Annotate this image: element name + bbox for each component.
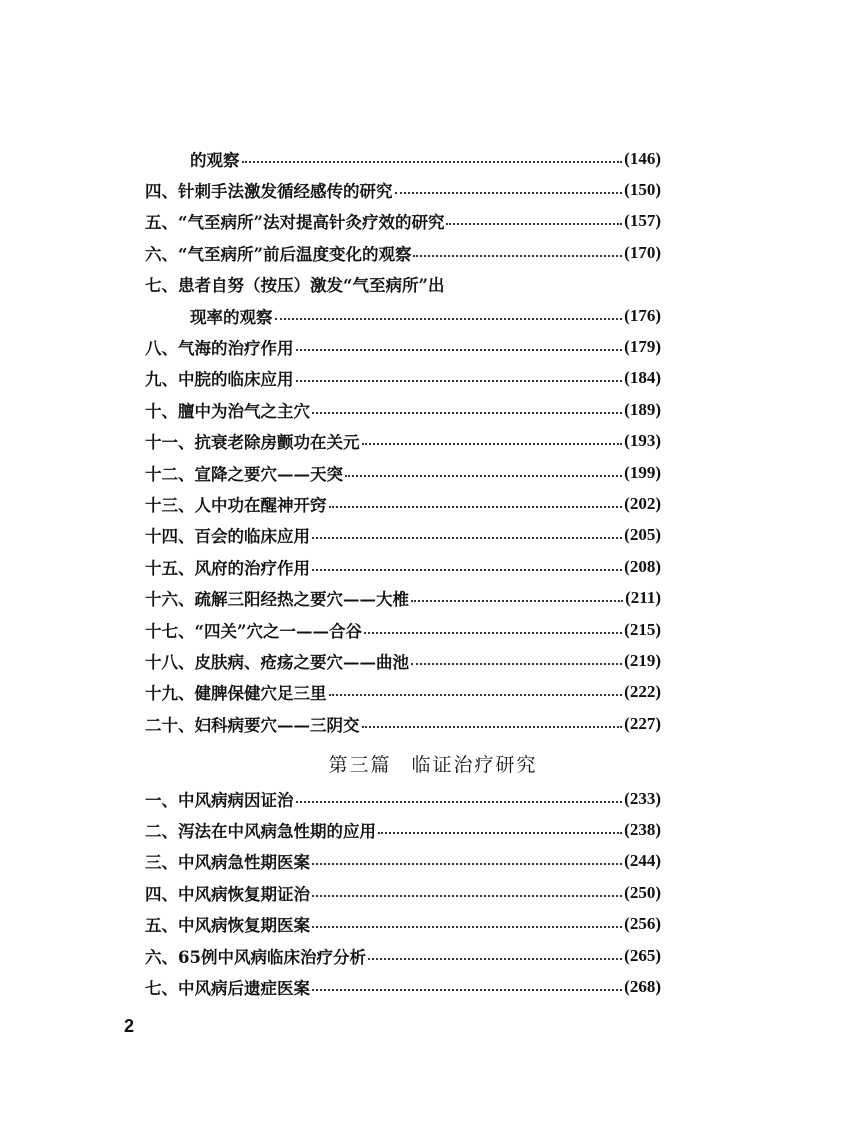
toc-entry-page: (150) [624,180,661,200]
toc-entry [145,971,661,1002]
toc-entry [145,300,661,331]
toc-entry [145,582,661,613]
toc-entry-title: 九、中脘的临床应用 [145,370,294,390]
toc-entry-page: (227) [624,713,661,733]
toc-entry [145,877,661,908]
toc-entry-page: (244) [624,851,661,871]
toc-entry-title: 四、针刺手法激发循经感传的研究 [145,182,393,202]
toc-entry-page: (170) [624,242,661,262]
toc-entry [145,783,661,814]
toc-entry-page: (176) [624,305,661,325]
toc-entry-title: 十五、风府的治疗作用 [145,558,310,578]
dot-leader [368,958,622,960]
toc-entry-title: 八、气海的治疗作用 [145,339,294,359]
dot-leader [312,989,622,991]
toc-entry [145,426,661,457]
section-heading [0,750,866,777]
toc-entry [145,206,661,237]
section-heading-title: 临证治疗研究 [411,754,538,776]
toc-entry [145,488,661,519]
toc-entry-title: 十一、抗衰老除房颤功在关元 [145,433,360,453]
toc-entry-page: (202) [624,493,661,513]
toc-entry-title: 十九、健脾保健穴足三里 [145,684,327,704]
toc-entry [145,143,661,174]
dot-leader [411,663,622,665]
toc-entry [145,814,661,845]
toc-entry-title: 二十、妇科病要穴——三阴交 [145,715,360,735]
dot-leader [296,349,623,351]
dot-leader [296,380,623,382]
toc-entry-title: 十八、皮肤病、疮疡之要穴——曲池 [145,652,409,672]
toc-entry-page: (219) [624,650,661,670]
toc-entry-page: (215) [624,619,661,639]
toc-entry-title: 十四、百会的临床应用 [145,527,310,547]
toc-entry-page: (250) [624,882,661,902]
toc-entry-page: (211) [625,588,661,608]
toc-entry [145,940,661,971]
dot-leader [413,255,622,257]
toc-entry-title: 六、65例中风病临床治疗分析 [145,947,366,967]
toc-entry-title: 十六、疏解三阳经热之要穴——大椎 [145,590,409,610]
dot-leader [242,161,623,163]
toc-entry-title: 七、中风病后遗症医案 [145,979,310,999]
dot-leader [312,863,622,865]
toc-entry [145,708,661,739]
toc-entry-page: (265) [624,945,661,965]
toc-entry-page: (268) [624,977,661,997]
dot-leader [329,506,623,508]
toc-entry [145,614,661,645]
toc-entry-page: (184) [624,368,661,388]
dot-leader [411,600,623,602]
toc-entry [145,363,661,394]
section-heading-part: 第三篇 [328,754,392,776]
toc-entry-title: 七、患者自努（按压）激发“气至病所”出 [145,276,445,296]
toc-entry [145,237,661,268]
toc-entry [145,846,661,877]
dot-leader [312,926,622,928]
toc-entry-page: (189) [624,399,661,419]
toc-entry-title: 十、膻中为治气之主穴 [145,401,310,421]
toc-entry-page: (179) [624,337,661,357]
toc-entry-title: 五、“气至病所”法对提高针灸疗效的研究 [145,213,445,233]
toc-entry [145,551,661,582]
toc-section-two-list [145,143,661,739]
toc-entry-page: (208) [624,556,661,576]
dot-leader [312,412,622,414]
dot-leader [378,832,622,834]
toc-entry [145,394,661,425]
toc-entry-page: (222) [624,682,661,702]
toc-entry-page: (233) [624,788,661,808]
dot-leader [275,318,623,320]
dot-leader [362,443,623,445]
dot-leader [364,632,622,634]
toc-entry [145,677,661,708]
toc-entry-title: 五、中风病恢复期医案 [145,916,310,936]
toc-entry-page: (256) [624,914,661,934]
toc-entry [145,520,661,551]
toc-entry-page: (157) [624,211,661,231]
toc-entry [145,457,661,488]
toc-entry-title: 十二、宣降之要穴——天突 [145,464,343,484]
dot-leader [312,569,622,571]
dot-leader [362,726,623,728]
toc-entry-title: 一、中风病病因证治 [145,790,294,810]
toc-section-three-list [145,783,661,1003]
toc-entry [145,909,661,940]
toc-entry-title: 二、泻法在中风病急性期的应用 [145,822,376,842]
toc-entry [145,174,661,205]
toc-entry-page: (146) [624,148,661,168]
toc-entry [145,331,661,362]
dot-leader [329,694,623,696]
dot-leader [395,192,623,194]
toc-entry-title: 现率的观察 [190,307,273,327]
toc-entry-page: (199) [624,462,661,482]
toc-entry-title: 的观察 [190,150,240,170]
dot-leader [345,475,622,477]
toc-entry [145,269,661,300]
toc-entry-page: (193) [624,431,661,451]
toc-entry [145,645,661,676]
toc-entry-title: 三、中风病急性期医案 [145,853,310,873]
dot-leader [446,223,622,225]
toc-entry-title: 十七、“四关”穴之一——合谷 [145,621,362,641]
toc-entry-page: (238) [624,820,661,840]
dot-leader [312,895,622,897]
toc-entry-page: (205) [624,525,661,545]
toc-entry-title: 十三、人中功在醒神开窍 [145,495,327,515]
dot-leader [312,537,622,539]
toc-entry-title: 六、“气至病所”前后温度变化的观察 [145,244,412,264]
page-number: 2 [124,1016,135,1036]
dot-leader [296,801,623,803]
toc-entry-title: 四、中风病恢复期证治 [145,884,310,904]
